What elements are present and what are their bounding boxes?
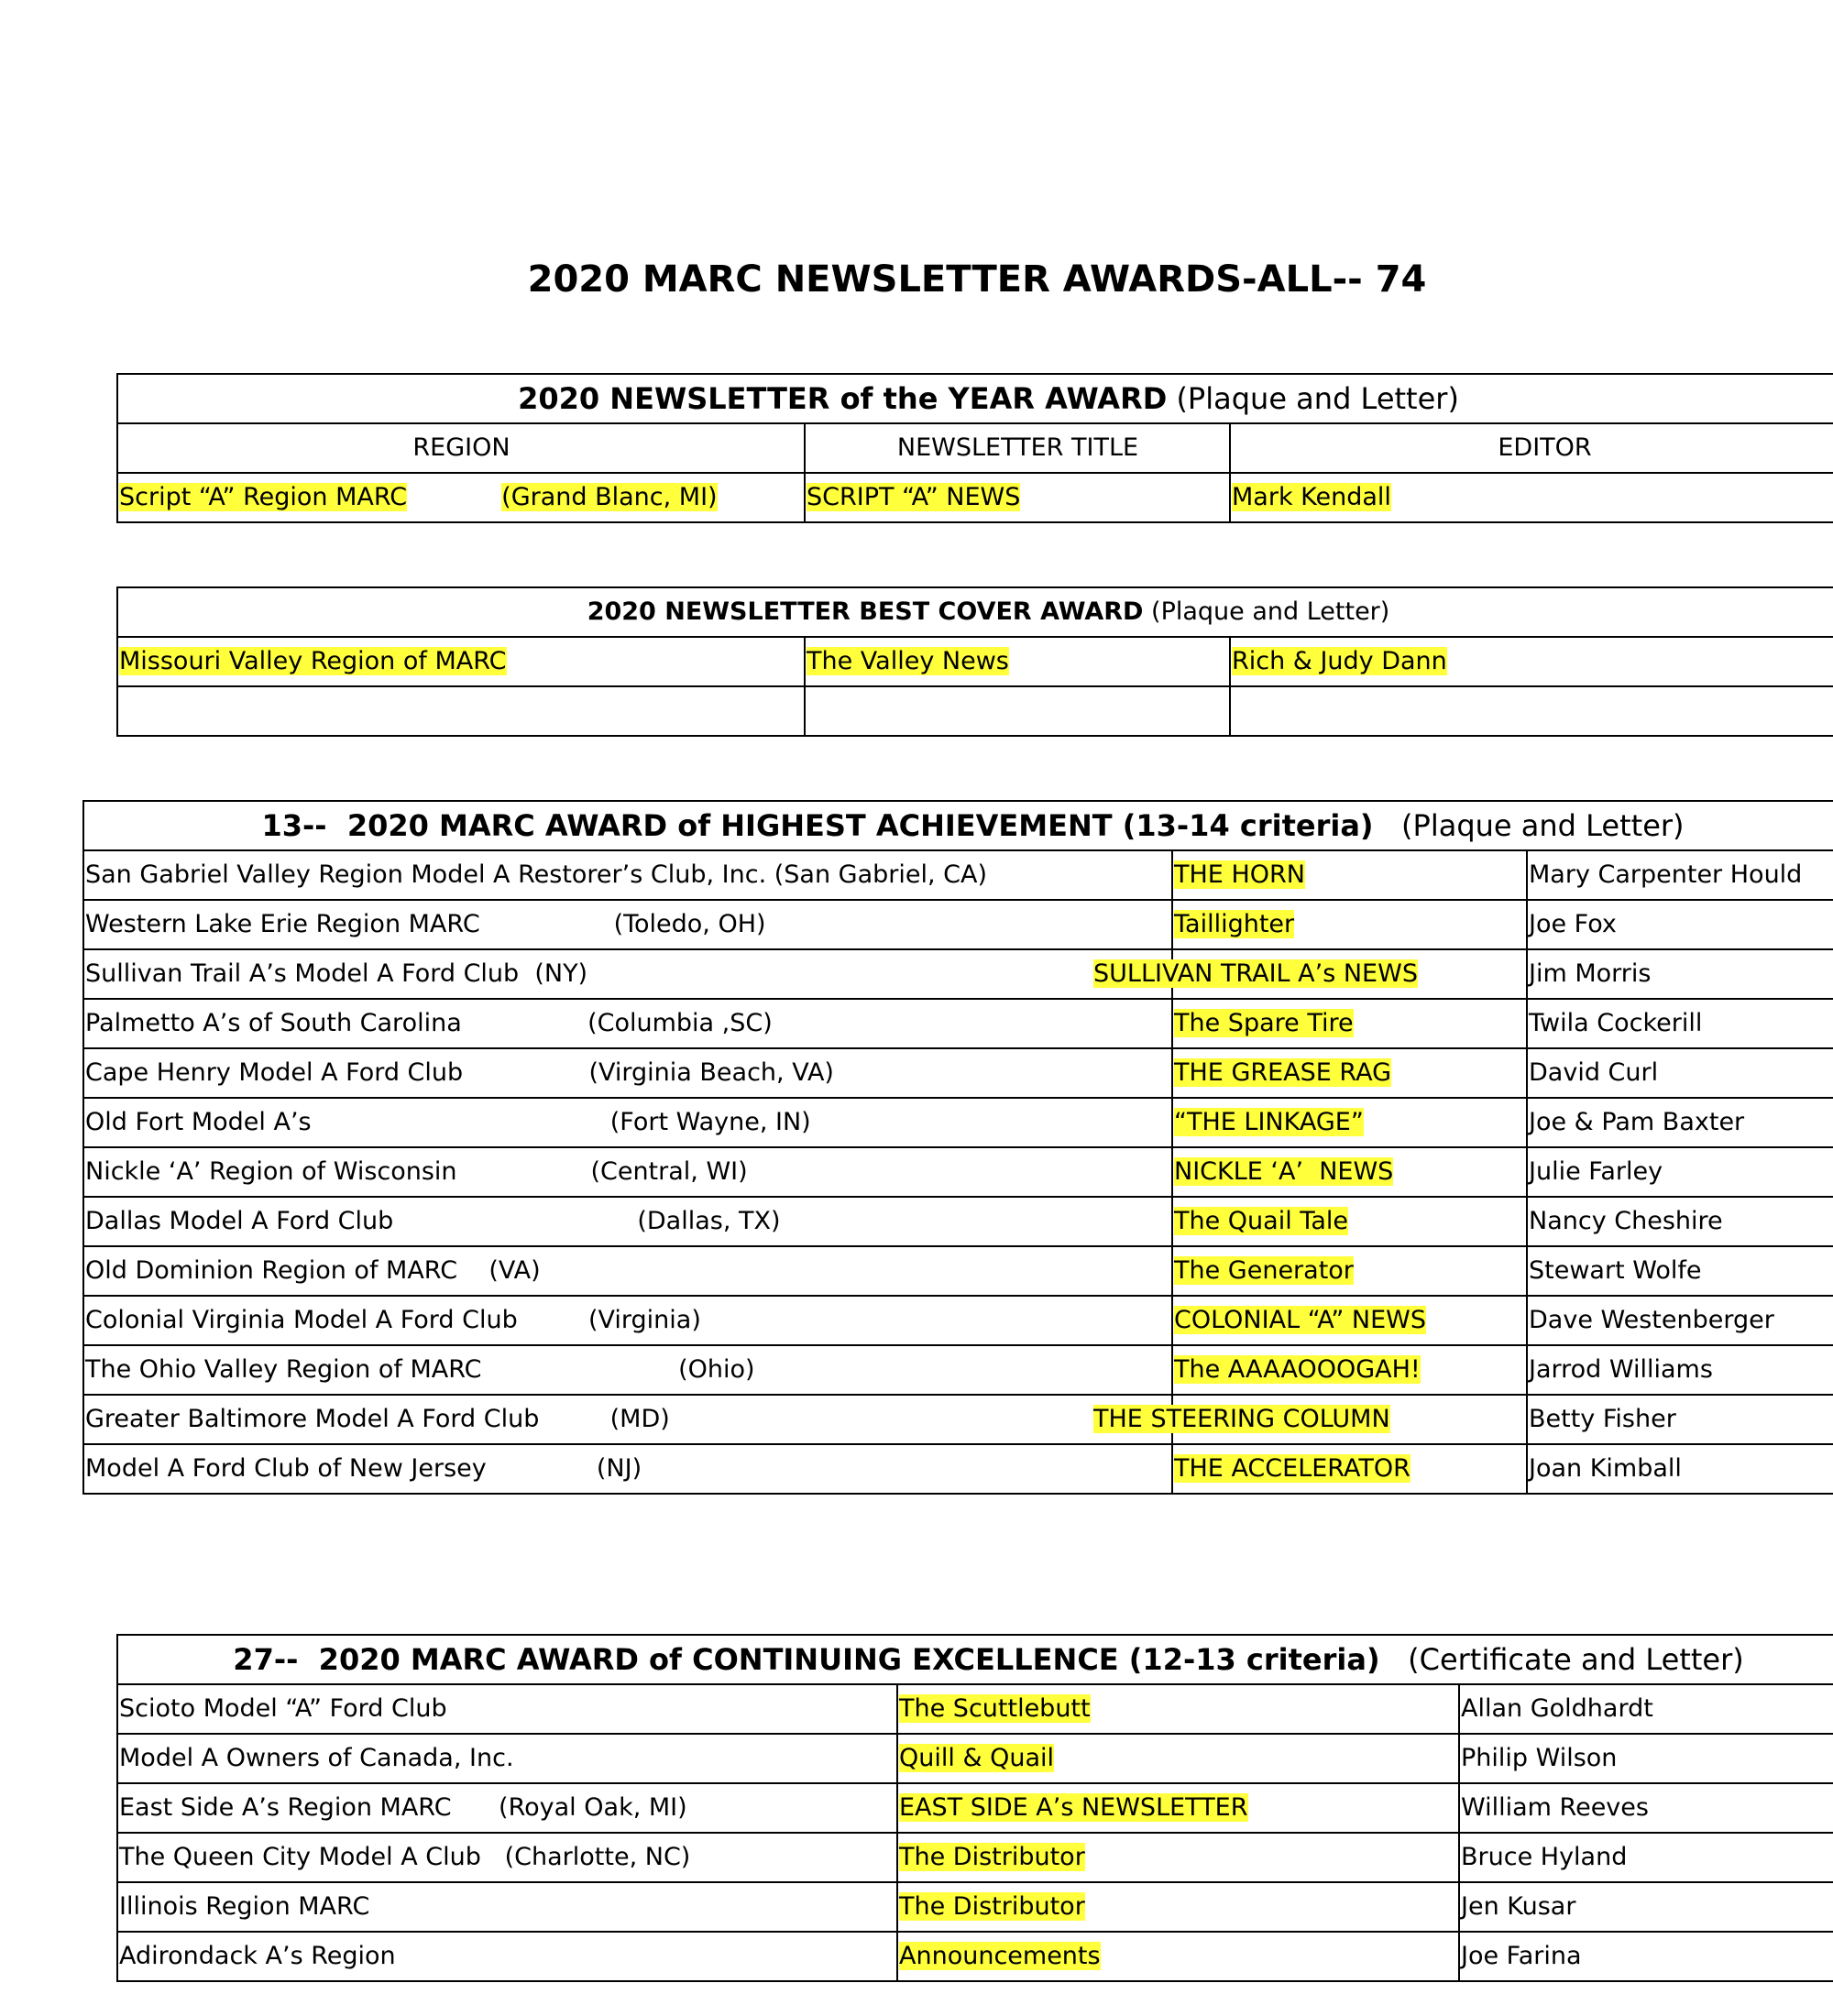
table-row [83,1197,1833,1246]
table-row [83,1444,1833,1494]
title-cell [1172,1345,1527,1395]
editor-cell: Bruce Hyland [1459,1833,1833,1882]
title-cell [1172,1147,1527,1197]
region-cell: Cape Henry Model A Ford Club (Virginia Beach, VA) [83,1048,1172,1098]
newsletter-title: SULLIVAN TRAIL A’s NEWS [1093,959,1418,988]
editor-cell: Betty Fisher [1527,1395,1833,1444]
title-cell: SCRIPT “A” NEWS [805,473,1230,522]
newsletter-title: THE GREASE RAG [1174,1058,1392,1087]
editor-cell: William Reeves [1459,1783,1833,1833]
table-row [83,850,1833,900]
editor-cell: Mark Kendall [1230,473,1833,522]
newsletter-of-year-table [116,373,1833,523]
column-header-title: NEWSLETTER TITLE [805,423,1230,473]
newsletter-title: Quill & Quail [899,1744,1055,1772]
table-row [117,1932,1833,1981]
table-row [83,900,1833,949]
table-row [83,1098,1833,1147]
table-row [83,1147,1833,1197]
editor-cell: Mary Carpenter Hould [1527,850,1833,900]
table-row [83,1048,1833,1098]
table-row [83,1246,1833,1296]
title-cell [1172,1444,1527,1494]
editor-cell: Nancy Cheshire [1527,1197,1833,1246]
region-cell: The Queen City Model A Club (Charlotte, NC) [117,1833,897,1882]
newsletter-title: The Quail Tale [1174,1207,1348,1235]
location-text: (Grand Blanc, MI) [501,483,718,511]
best-cover-table [116,586,1833,737]
newsletter-title: “THE LINKAGE” [1174,1108,1364,1136]
editor-cell: Dave Westenberger [1527,1296,1833,1345]
editor-cell: Joe & Pam Baxter [1527,1098,1833,1147]
editor-cell: David Curl [1527,1048,1833,1098]
title-cell [897,1684,1459,1734]
region-cell: Palmetto A’s of South Carolina (Columbia ,SC) [83,999,1172,1048]
newsletter-title: THE HORN [1174,860,1305,889]
region-cell: Model A Ford Club of New Jersey (NJ) [83,1444,1172,1494]
newsletter-title: Taillighter [1174,910,1295,938]
newsletter-title: COLONIAL “A” NEWS [1174,1306,1426,1334]
best-cover-heading: 2020 NEWSLETTER BEST COVER AWARD (Plaque and Letter) [117,587,1833,637]
table-row [117,1684,1833,1734]
table-row [117,1734,1833,1783]
title-cell [897,1783,1459,1833]
highest-achievement-heading: 13-- 2020 MARC AWARD of HIGHEST ACHIEVEMENT (13-14 criteria) (Plaque and Letter) [83,801,1833,850]
table-row [117,1882,1833,1932]
region-cell: Dallas Model A Ford Club (Dallas, TX) [83,1197,1172,1246]
region-cell: Adirondack A’s Region [117,1932,897,1981]
newsletter-title: The Generator [1174,1256,1354,1285]
title-cell [897,1833,1459,1882]
editor-cell: Jim Morris [1527,949,1833,999]
region-cell: The Ohio Valley Region of MARC (Ohio) [83,1345,1172,1395]
region-cell: Colonial Virginia Model A Ford Club (Virginia) [83,1296,1172,1345]
region-cell: Scioto Model “A” Ford Club [117,1684,897,1734]
newsletter-title: THE STEERING COLUMN [1093,1405,1390,1433]
region-cell: Missouri Valley Region of MARC [117,637,805,686]
title-cell [1172,850,1527,900]
column-header-editor: EDITOR [1230,423,1833,473]
region-cell: Western Lake Erie Region MARC (Toledo, OH) [83,900,1172,949]
table-row [117,637,1833,686]
region-cell: Old Fort Model A’s (Fort Wayne, IN) [83,1098,1172,1147]
title-cell [897,1734,1459,1783]
continuing-excellence-table [116,1634,1833,1982]
editor-cell: Joan Kimball [1527,1444,1833,1494]
newsletter-title: The Distributor [899,1892,1085,1921]
region-cell: Illinois Region MARC [117,1882,897,1932]
editor-cell: Rich & Judy Dann [1230,637,1833,686]
table-row [117,1833,1833,1882]
title-cell [897,1882,1459,1932]
page-title: 2020 MARC NEWSLETTER AWARDS-ALL-- 74 [527,258,1427,301]
table-row [117,1783,1833,1833]
title-cell [1172,1246,1527,1296]
newsletter-title: The Spare Tire [1174,1009,1354,1037]
region-cell: East Side A’s Region MARC (Royal Oak, MI) [117,1783,897,1833]
column-header-region: REGION [117,423,805,473]
region-cell: Nickle ‘A’ Region of Wisconsin (Central, WI) [83,1147,1172,1197]
newsletter-title: The Distributor [899,1843,1085,1871]
highest-achievement-table [82,800,1833,1495]
table-row [83,1345,1833,1395]
editor-cell: Twila Cockerill [1527,999,1833,1048]
newsletter-title: NICKLE ‘A’ NEWS [1174,1157,1394,1186]
newsletter-title: THE ACCELERATOR [1174,1454,1410,1483]
newsletter-title: EAST SIDE A’s NEWSLETTER [899,1793,1248,1822]
title-cell [1093,949,1527,999]
title-cell [1172,1048,1527,1098]
editor-cell: Jarrod Williams [1527,1345,1833,1395]
newsletter-title: The Scuttlebutt [899,1694,1091,1723]
title-cell [897,1932,1459,1981]
title-cell [1172,1197,1527,1246]
editor-cell: Stewart Wolfe [1527,1246,1833,1296]
editor-cell: Joe Fox [1527,900,1833,949]
table-row [83,1296,1833,1345]
region-cell: Model A Owners of Canada, Inc. [117,1734,897,1783]
title-cell [1093,1395,1527,1444]
editor-cell: Allan Goldhardt [1459,1684,1833,1734]
editor-cell: Jen Kusar [1459,1882,1833,1932]
region-cell: Old Dominion Region of MARC (VA) [83,1246,1172,1296]
table-row [117,473,1833,522]
empty-row [117,686,1833,736]
editor-cell: Philip Wilson [1459,1734,1833,1783]
table-row [83,949,1833,999]
title-cell [1172,900,1527,949]
region-cell: Sullivan Trail A’s Model A Ford Club (NY) [83,949,1172,999]
newsletter-title: Announcements [899,1942,1101,1970]
newsletter-of-year-heading: 2020 NEWSLETTER of the YEAR AWARD (Plaque and Letter) [117,374,1833,423]
title-cell [1172,1296,1527,1345]
title-cell [1172,1098,1527,1147]
region-cell: San Gabriel Valley Region Model A Restorer’s Club, Inc. (San Gabriel, CA) [83,850,1172,900]
table-row [83,1395,1833,1444]
continuing-excellence-heading: 27-- 2020 MARC AWARD of CONTINUING EXCELLENCE (12-13 criteria) (Certificate and Letter) [117,1635,1833,1684]
table-row [83,999,1833,1048]
newsletter-title: The AAAAOOOGAH! [1174,1355,1421,1384]
region-cell: Greater Baltimore Model A Ford Club (MD) [83,1395,1172,1444]
region-cell: Script “A” Region MARC (Grand Blanc, MI) [117,473,805,522]
title-cell [1172,999,1527,1048]
editor-cell: Joe Farina [1459,1932,1833,1981]
title-cell: The Valley News [805,637,1230,686]
editor-cell: Julie Farley [1527,1147,1833,1197]
